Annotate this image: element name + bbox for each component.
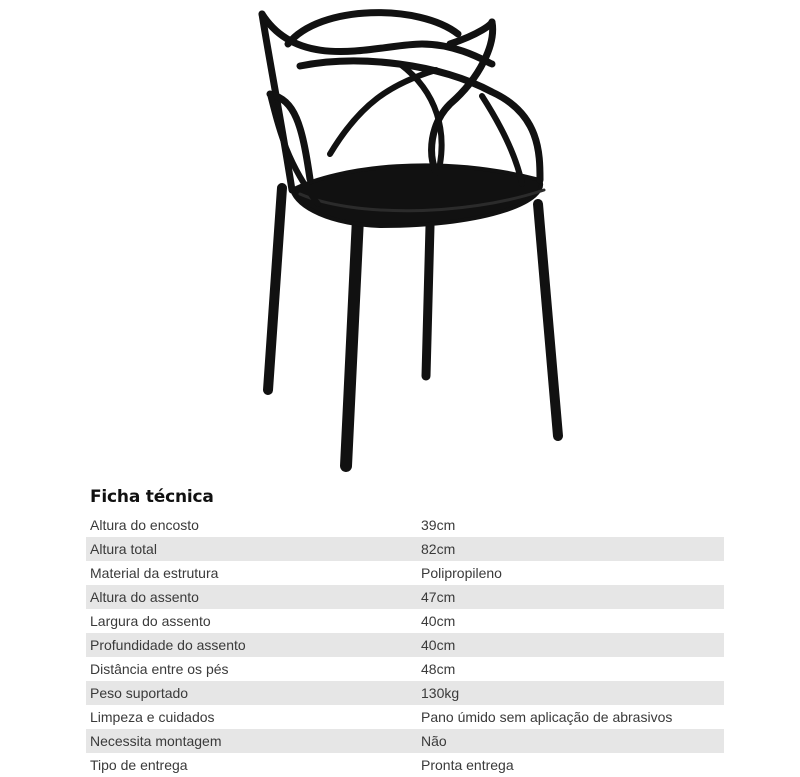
spec-label: Largura do assento <box>90 613 211 629</box>
spec-label: Necessita montagem <box>90 733 222 749</box>
spec-value: Pano úmido sem aplicação de abrasivos <box>421 709 673 725</box>
spec-row-seat-height <box>86 585 724 609</box>
spec-row-total-height <box>86 537 724 561</box>
spec-label: Altura total <box>90 541 157 557</box>
spec-row-seat-width <box>86 609 724 633</box>
spec-row-supported-weight <box>86 681 724 705</box>
spec-table <box>86 513 724 777</box>
spec-value: 130kg <box>421 685 460 701</box>
spec-row-material <box>86 561 724 585</box>
spec-value: 47cm <box>421 589 456 605</box>
spec-row-feet-distance <box>86 657 724 681</box>
spec-label: Altura do assento <box>90 589 199 605</box>
spec-value: Não <box>421 733 447 749</box>
spec-value: 82cm <box>421 541 456 557</box>
spec-row-cleaning <box>86 705 724 729</box>
spec-label: Tipo de entrega <box>90 757 188 773</box>
spec-value: 48cm <box>421 661 456 677</box>
spec-label: Profundidade do assento <box>90 637 246 653</box>
spec-section <box>86 486 724 777</box>
spec-value: 40cm <box>421 637 456 653</box>
spec-value: Pronta entrega <box>421 757 514 773</box>
spec-label: Peso suportado <box>90 685 189 701</box>
spec-title: Ficha técnica <box>90 487 214 507</box>
spec-value: 39cm <box>421 517 456 533</box>
spec-row-backrest-height <box>86 513 724 537</box>
spec-value: 40cm <box>421 613 456 629</box>
spec-label: Limpeza e cuidados <box>90 709 215 725</box>
spec-row-seat-depth <box>86 633 724 657</box>
spec-label: Material da estrutura <box>90 565 219 581</box>
spec-label: Altura do encosto <box>90 517 199 533</box>
spec-value: Polipropileno <box>421 565 502 581</box>
spec-row-assembly <box>86 729 724 753</box>
spec-row-delivery <box>86 753 724 777</box>
chair-image <box>240 4 580 472</box>
spec-label: Distância entre os pés <box>90 661 229 677</box>
